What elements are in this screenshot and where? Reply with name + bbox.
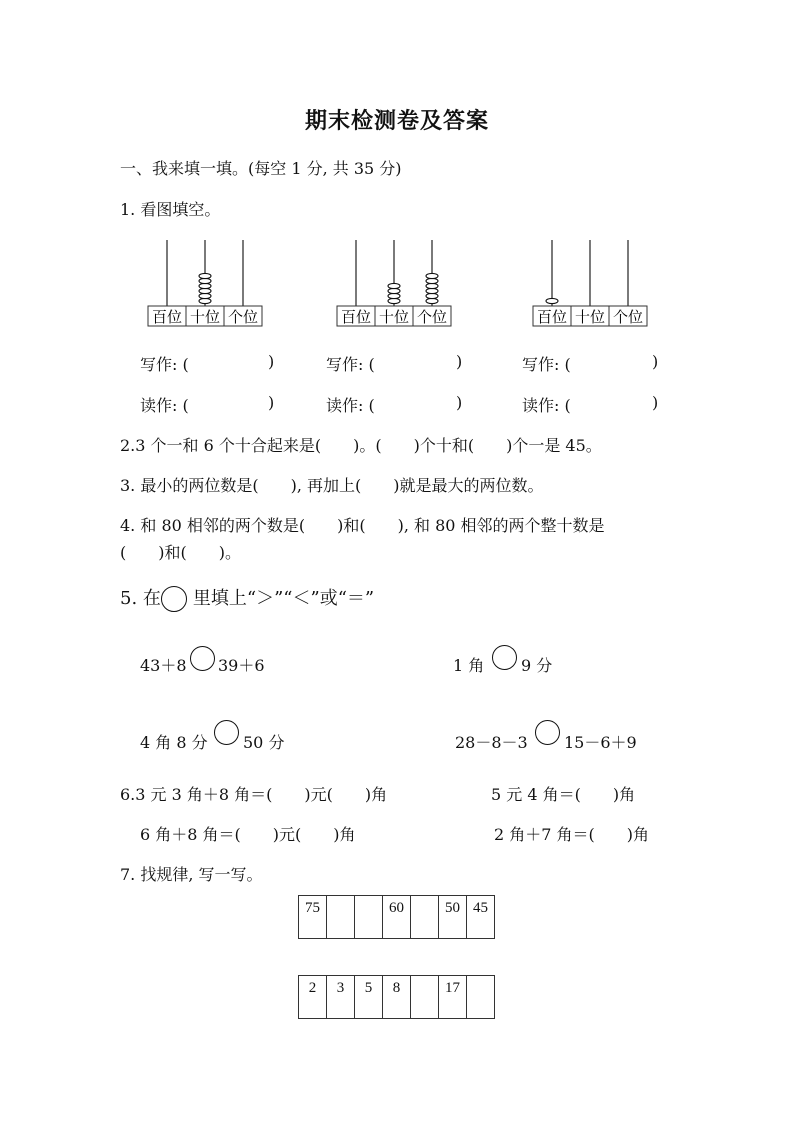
write-close-3: ) — [652, 352, 659, 371]
pattern-cell[interactable] — [411, 896, 439, 939]
abacus-bead — [426, 288, 438, 293]
table-row — [299, 976, 495, 1019]
abacus-bead — [199, 283, 211, 288]
read-close-2: ) — [456, 393, 463, 412]
pattern-cell: 45 — [467, 896, 495, 939]
read-close-1: ) — [268, 393, 275, 412]
write-close-2: ) — [456, 352, 463, 371]
q2-text: 2.3 个一和 6 个十合起来是( )。( )个十和( )个一是 45。 — [120, 436, 602, 455]
q5-suffix: 里填上“＞”“＜”或“＝” — [192, 588, 375, 609]
abacus-bead — [199, 293, 211, 298]
abacus-label-tens: 十位 — [189, 308, 221, 326]
q6-c: 6 角＋8 角＝( )元( )角 — [140, 825, 356, 844]
pattern-cell: 5 — [355, 976, 383, 1019]
pattern-cell[interactable] — [327, 896, 355, 939]
abacus-bead — [388, 293, 400, 298]
abacus-label-ones: 个位 — [227, 308, 259, 326]
pattern-table-1 — [298, 895, 495, 939]
q4-text-line2: ( )和( )。 — [120, 543, 241, 562]
q5-c3-left: 4 角 8 分 — [140, 733, 208, 752]
compare-circle-1[interactable] — [190, 646, 215, 671]
q5-instruction — [120, 584, 374, 612]
q4-text-line1: 4. 和 80 相邻的两个数是( )和( ), 和 80 相邻的两个整十数是 — [120, 516, 605, 535]
compare-circle-4[interactable] — [535, 720, 560, 745]
pattern-cell: 8 — [383, 976, 411, 1019]
q5-c1-left: 43＋8 — [140, 656, 187, 675]
abacus-3 — [532, 238, 652, 338]
pattern-cell[interactable] — [355, 896, 383, 939]
q5-c4-right: 15－6＋9 — [564, 733, 637, 752]
pattern-cell: 17 — [439, 976, 467, 1019]
abacus-label-ones: 个位 — [416, 308, 448, 326]
compare-circle-2[interactable] — [492, 645, 517, 670]
abacus-bead — [426, 293, 438, 298]
abacus-label-hundreds: 百位 — [536, 308, 568, 326]
abacus-bead — [426, 278, 438, 283]
write-label-3: 写作: ( — [522, 355, 571, 374]
read-close-3: ) — [652, 393, 659, 412]
abacus-label-hundreds: 百位 — [151, 308, 183, 326]
abacus-rods — [167, 240, 243, 306]
pattern-cell: 75 — [299, 896, 327, 939]
read-label-2: 读作: ( — [326, 396, 375, 415]
pattern-table-2 — [298, 975, 495, 1019]
table-row — [299, 896, 495, 939]
abacus-rods — [356, 240, 438, 306]
read-label-3: 读作: ( — [522, 396, 571, 415]
q5-c3-right: 50 分 — [243, 733, 285, 752]
q6-a: 6.3 元 3 角＋8 角＝( )元( )角 — [120, 785, 388, 804]
q5-c2-left: 1 角 — [453, 656, 485, 675]
pattern-cell: 60 — [383, 896, 411, 939]
abacus-rods — [546, 240, 628, 306]
abacus-bead — [388, 283, 400, 288]
abacus-bead — [426, 298, 438, 303]
q6-d: 2 角＋7 角＝( )角 — [494, 825, 650, 844]
abacus-label-tens: 十位 — [378, 308, 410, 326]
pattern-cell[interactable] — [467, 976, 495, 1019]
abacus-bead — [199, 298, 211, 303]
pattern-cell[interactable] — [411, 976, 439, 1019]
write-label-2: 写作: ( — [326, 355, 375, 374]
q5-c1-right: 39＋6 — [218, 656, 265, 675]
read-label-1: 读作: ( — [140, 396, 189, 415]
abacus-bead — [199, 273, 211, 278]
q5-prefix: 5. 在 — [120, 588, 161, 609]
abacus-2 — [336, 238, 456, 338]
write-label-1: 写作: ( — [140, 355, 189, 374]
q5-c2-right: 9 分 — [521, 656, 553, 675]
abacus-label-tens: 十位 — [574, 308, 606, 326]
abacus-bead — [199, 288, 211, 293]
pattern-cell: 50 — [439, 896, 467, 939]
pattern-cell: 3 — [327, 976, 355, 1019]
abacus-label-hundreds: 百位 — [340, 308, 372, 326]
abacus-bead — [546, 298, 558, 303]
page-title: 期末检测卷及答案 — [304, 109, 489, 134]
abacus-label-ones: 个位 — [612, 308, 644, 326]
abacus-bead — [199, 278, 211, 283]
abacus-1 — [147, 238, 267, 338]
compare-circle-3[interactable] — [214, 720, 239, 745]
abacus-bead — [426, 273, 438, 278]
q7-label: 7. 找规律, 写一写。 — [120, 865, 263, 884]
abacus-bead — [426, 283, 438, 288]
q1-label: 1. 看图填空。 — [120, 200, 221, 219]
q5-c4-left: 28－8－3 — [455, 733, 528, 752]
q3-text: 3. 最小的两位数是( ), 再加上( )就是最大的两位数。 — [120, 476, 544, 495]
abacus-bead — [388, 298, 400, 303]
pattern-cell: 2 — [299, 976, 327, 1019]
abacus-bead — [388, 288, 400, 293]
write-close-1: ) — [268, 352, 275, 371]
circle-icon — [161, 586, 187, 612]
q6-b: 5 元 4 角＝( )角 — [491, 785, 636, 804]
section1-heading: 一、我来填一填。(每空 1 分, 共 35 分) — [120, 159, 402, 178]
